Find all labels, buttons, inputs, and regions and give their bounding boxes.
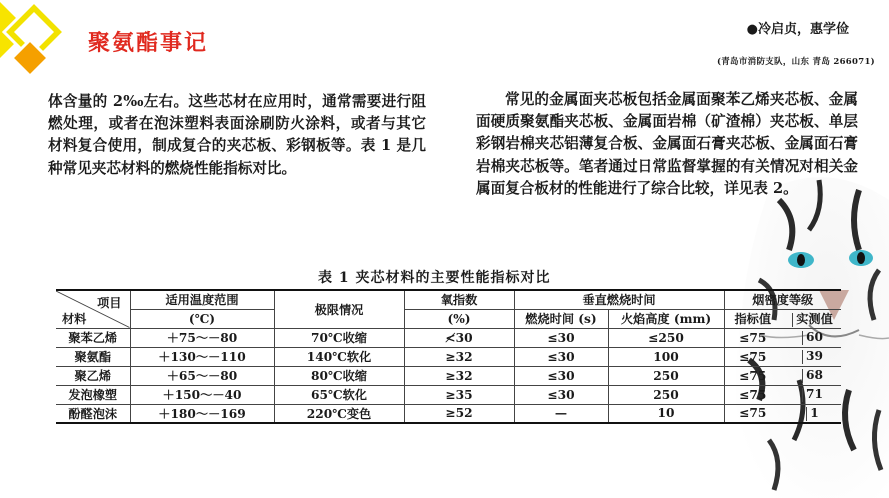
header-index-value: 指标值 — [724, 309, 781, 328]
properties-table — [56, 289, 841, 424]
cell-oxygen-index: ≥32 — [404, 347, 514, 366]
cell-limit: 220℃变色 — [274, 404, 404, 423]
header-oxygen: 氧指数 — [404, 290, 514, 309]
cell-burn-time: ≤30 — [514, 328, 608, 347]
cell-temp-range: ＋75～－80 — [130, 328, 274, 347]
cell-burn-time: ≤30 — [514, 385, 608, 404]
header-temp-range: 适用温度范围 — [130, 290, 274, 309]
cell-material: 聚苯乙烯 — [56, 328, 130, 347]
cell-smoke-measured-value: 71 — [806, 387, 823, 402]
cell-material: 聚氨酯 — [56, 347, 130, 366]
cell-limit: 65℃软化 — [274, 385, 404, 404]
cell-limit: 70℃收缩 — [274, 328, 404, 347]
cell-oxygen-index: ≥35 — [404, 385, 514, 404]
logo-diamonds-icon — [0, 0, 80, 80]
cell-smoke-measured-value: 1 — [810, 406, 819, 420]
cell-temp-range: ＋65～－80 — [130, 366, 274, 385]
affiliation-line: (青岛市消防支队，山东 青岛 266071) — [716, 57, 875, 67]
cell-smoke-index: ≤75 — [724, 404, 781, 423]
table-subheader-row — [56, 309, 841, 328]
cell-material: 聚乙烯 — [56, 366, 130, 385]
cell-smoke-measured — [781, 404, 841, 423]
cell-separator — [802, 369, 803, 383]
cell-flame-height: 250 — [608, 366, 724, 385]
paragraph-right: 常见的金属面夹芯板包括金属面聚苯乙烯夹芯板、金属面硬质聚氨酯夹芯板、金属面岩棉（矿渣棉）夹芯板、单层彩钢岩棉夹芯铝薄复合板、金属面石膏夹芯板、金属面石膏岩棉夹芯板等。笔者通过日常监督掌握的有关情况对相关金属面复合板材的性能进行了综合比较，详见表 2。 — [476, 91, 858, 197]
header-vertical-burn: 垂直燃烧时间 — [514, 290, 724, 309]
cell-smoke-index: ≤75 — [724, 328, 781, 347]
header-smoke-density: 烟密度等级 — [724, 290, 841, 309]
cell-limit: 140℃软化 — [274, 347, 404, 366]
header-material: 材料 — [62, 311, 87, 326]
cell-smoke-measured — [781, 385, 841, 404]
cell-burn-time: ≤30 — [514, 347, 608, 366]
cell-smoke-measured — [781, 347, 841, 366]
cell-smoke-index: ≤75 — [724, 385, 781, 404]
table-body — [56, 328, 841, 423]
cell-material: 发泡橡塑 — [56, 385, 130, 404]
diagonal-header-cell — [56, 290, 130, 328]
page-title: 聚氨酯事记 — [88, 31, 209, 56]
header-temp-unit: (℃) — [130, 309, 274, 328]
header-oxygen-unit: (%) — [404, 309, 514, 328]
cell-flame-height: ≤250 — [608, 328, 724, 347]
cell-smoke-index: ≤75 — [724, 366, 781, 385]
cell-smoke-measured-value: 68 — [806, 368, 823, 383]
header-limit: 极限情况 — [274, 290, 404, 328]
cell-oxygen-index: ≥52 — [404, 404, 514, 423]
cell-separator — [802, 331, 803, 345]
cell-temp-range: ＋130～－110 — [130, 347, 274, 366]
cell-smoke-measured-value: 39 — [806, 349, 823, 364]
table-row — [56, 328, 841, 347]
cell-temp-range: ＋180～－169 — [130, 404, 274, 423]
cell-smoke-measured — [781, 328, 841, 347]
table-caption: 表 1 夹芯材料的主要性能指标对比 — [318, 270, 551, 286]
cell-material: 酚醛泡沫 — [56, 404, 130, 423]
cell-burn-time: — — [514, 404, 608, 423]
header-flame-height: 火焰高度 (mm) — [608, 309, 724, 328]
cell-flame-height: 100 — [608, 347, 724, 366]
subheader-separator — [792, 313, 793, 327]
table-header-row — [56, 290, 841, 309]
table-row — [56, 404, 841, 423]
header-burn-time: 燃烧时间 (s) — [514, 309, 608, 328]
author-line: ●冷启贞，惠学俭 — [746, 22, 849, 37]
cell-smoke-index: ≤75 — [724, 347, 781, 366]
cell-oxygen-index: ≮30 — [404, 328, 514, 347]
header-measured-label: 实测值 — [796, 312, 833, 326]
table-row — [56, 385, 841, 404]
cell-oxygen-index: ≥32 — [404, 366, 514, 385]
cell-separator — [802, 388, 803, 402]
cell-burn-time: ≤30 — [514, 366, 608, 385]
cell-separator — [802, 350, 803, 364]
cell-flame-height: 250 — [608, 385, 724, 404]
header-item: 项目 — [97, 296, 122, 310]
paragraph-left: 体含量的 2‰左右。这些芯材在应用时，通常需要进行阻燃处理，或者在泡沫塑料表面涂刷防火涂料，或者与其它材料复合使用，制成复合的夹芯板、彩钢板等。表 1 是几种常见夹芯材料的燃烧性能指标对比。 — [48, 93, 426, 177]
cell-separator — [806, 407, 807, 421]
header-measured — [781, 309, 841, 328]
table-row — [56, 366, 841, 385]
table-row — [56, 347, 841, 366]
cell-smoke-measured — [781, 366, 841, 385]
cell-flame-height: 10 — [608, 404, 724, 423]
cell-limit: 80℃收缩 — [274, 366, 404, 385]
cell-smoke-measured-value: 60 — [806, 330, 823, 345]
cell-temp-range: ＋150～－40 — [130, 385, 274, 404]
